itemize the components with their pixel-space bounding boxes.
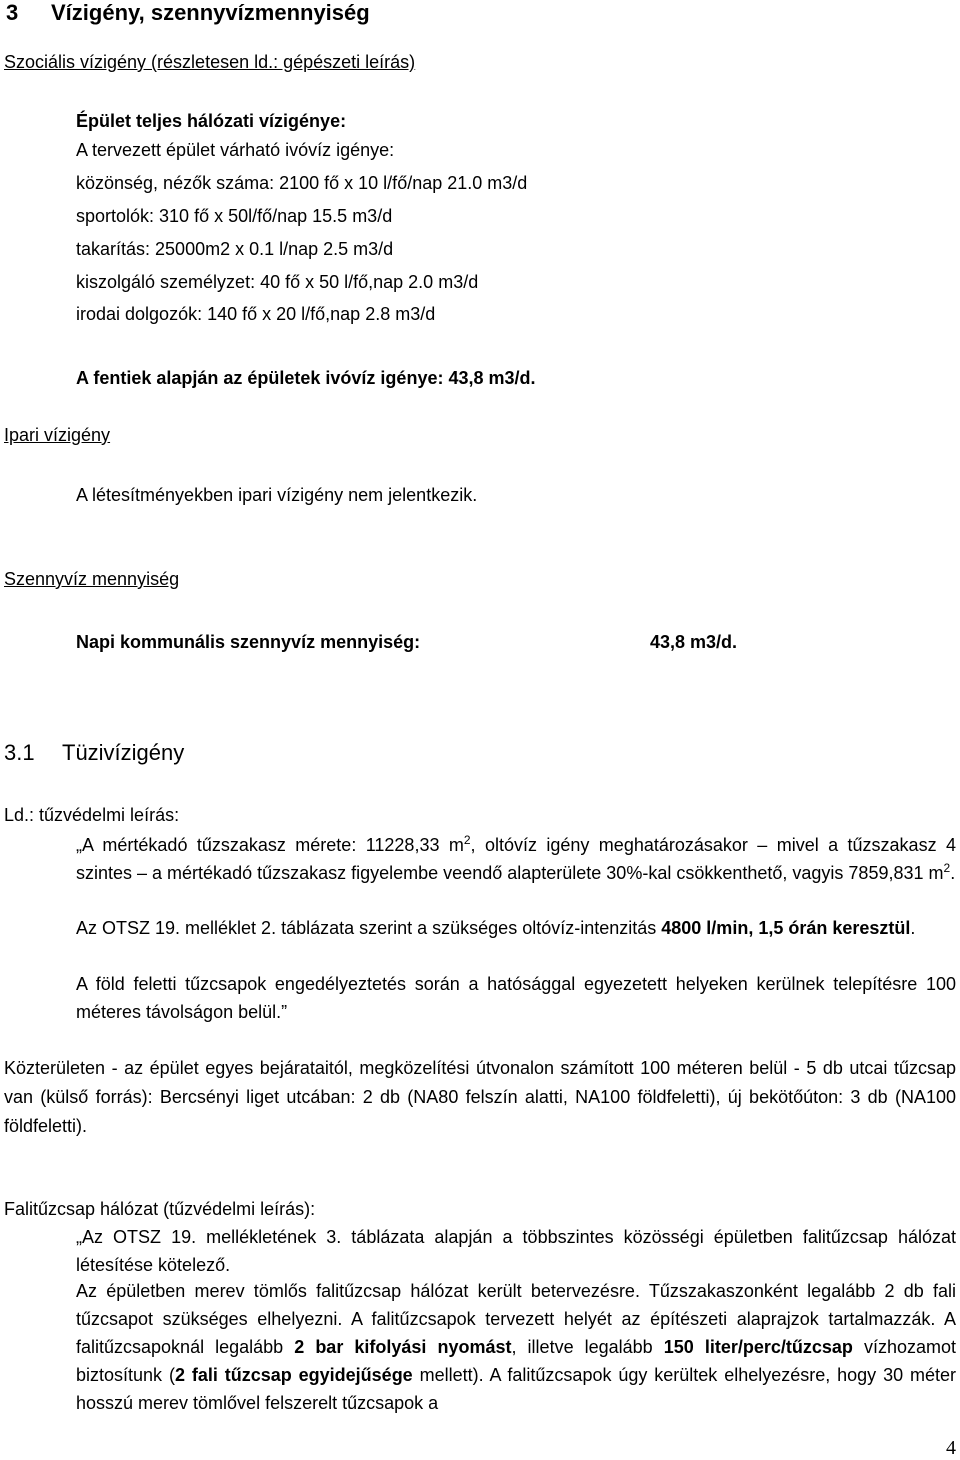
text-run: Az épületben merev tömlős falitűzcsap hálózat került betervezésre. Tűzszakaszonként legalább 2 db fali tűzcsapot szükséges elhelyezni. A falitűzcsapok tervezett helyét az építészeti alaprajzok tartalmazzák. A falitűzcsapoknál legalább [76,1281,956,1357]
superscript: 2 [463,833,471,847]
subsection-title: Tüzivízigény [62,740,185,765]
public-hydrants-paragraph: Közterületen - az épület egyes bejárataitól, megközelítési útvonalon számított 100 méteren belül - 5 db utcai tűzcsap van (külső forrás): Bercsényi liget utcában: 2 db (NA80 felszín alatti, NA100 földfeletti), új bekötőúton: 3 db (NA100 földfeletti). [4,1058,956,1136]
section-heading [6,0,370,26]
wall-hydrant-paragraph-2 [76,1277,956,1417]
fire-paragraph-2 [76,914,956,942]
bold-text-run: 4800 l/min, 1,5 órán keresztül [661,918,911,938]
demand-line: sportolók: 310 fő x 50l/fő/nap 15.5 m3/d [76,206,393,226]
text-run: mellett). A falitűzcsapok úgy kerültek elhelyezésre, hogy 30 méter hosszú merev tömlővel felszerelt tűzcsapok a [76,1365,956,1413]
demand-line: A tervezett épület várható ivóvíz igénye: [76,140,395,160]
section-title: Vízigény, szennyvízmennyiség [51,0,370,25]
industrial-demand-title: Ipari vízigény [4,425,111,445]
bold-text-run: 2 fali tűzcsap egyidejűsége [174,1365,413,1385]
text-run: , illetve legalább [511,1337,664,1357]
building-demand-title: Épület teljes hálózati vízigénye: [76,111,347,131]
page-number: 4 [946,1437,956,1459]
text-run: . [910,918,916,938]
subsection-heading [4,740,184,766]
sewage-title: Szennyvíz mennyiség [4,569,180,589]
sewage-label: Napi kommunális szennyvíz mennyiség: [76,632,421,652]
text-run: Az OTSZ 19. melléklet 2. táblázata szerint a szükséges oltóvíz-intenzitás [76,918,662,938]
wall-hydrant-paragraph-1: „Az OTSZ 19. mellékletének 3. táblázata alapján a többszintes közösségi épületben falitűzcsap hálózat létesítése kötelező. [76,1227,956,1275]
fire-paragraph-3: A föld feletti tűzcsapok engedélyeztetés során a hatósággal egyezetett helyeken kerülnek telepítésre 100 méteres távolságon belül.” [76,974,956,1022]
section-number: 3 [6,0,19,25]
subsection-number: 3.1 [4,740,35,765]
text-run: , oltóvíz igény meghatározásakor – mivel a tűzszakasz 4 szintes – a mértékadó tűzszakasz figyelembe veendő alapterülete 30%-kal csökkenthető, vagyis 7859,831 m [76,835,956,883]
text-run: vízhozamot biztosítunk ( [76,1337,956,1385]
industrial-demand-text: A létesítményekben ipari vízigény nem jelentkezik. [76,485,478,505]
social-demand-title: Szociális vízigény (részletesen ld.: gépészeti leírás) [4,52,416,72]
demand-summary: A fentiek alapján az épületek ivóvíz igénye: 43,8 m3/d. [76,368,536,388]
text-run: „A mértékadó tűzszakasz mérete: 11228,33 m [76,835,464,855]
demand-line: kiszolgáló személyzet: 40 fő x 50 l/fő,nap 2.0 m3/d [76,272,479,292]
demand-line: irodai dolgozók: 140 fő x 20 l/fő,nap 2.8 m3/d [76,304,436,324]
sewage-value: 43,8 m3/d. [650,632,738,652]
fire-paragraph-1 [76,831,956,887]
demand-line: takarítás: 25000m2 x 0.1 l/nap 2.5 m3/d [76,239,394,259]
fire-reference: Ld.: tűzvédelmi leírás: [4,805,180,825]
demand-line: közönség, nézők száma: 2100 fő x 10 l/fő/nap 21.0 m3/d [76,173,528,193]
bold-text-run: 2 bar kifolyási nyomást [294,1337,512,1357]
bold-text-run: 150 liter/perc/tűzcsap [663,1337,853,1357]
wall-hydrant-title: Falitűzcsap hálózat (tűzvédelmi leírás): [4,1199,316,1219]
text-run: . [950,863,956,883]
superscript: 2 [943,861,951,875]
